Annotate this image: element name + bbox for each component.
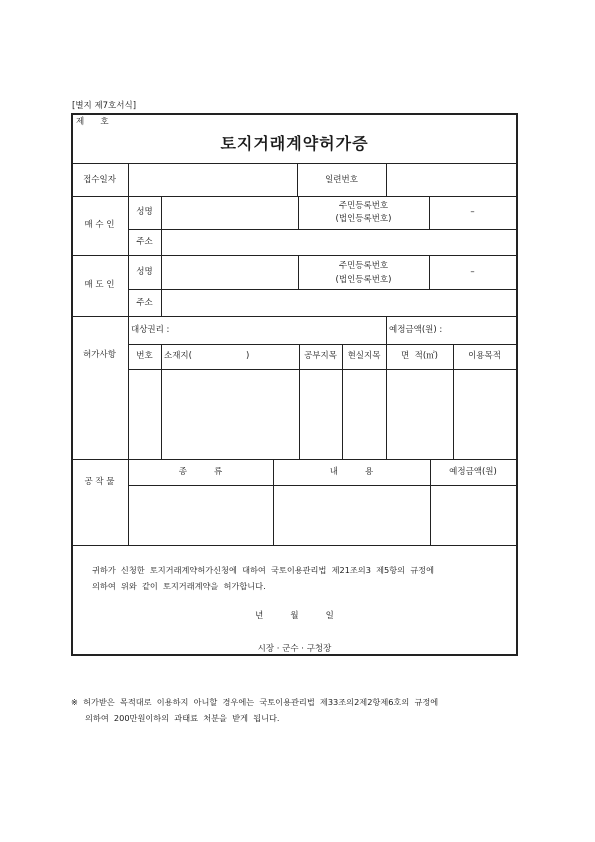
buyer-section-label: 매 수 인 [84,220,115,230]
rule-buyer-bottom [71,255,518,256]
permit-col-area: 면 적(㎡) [401,351,438,361]
frame-top [71,113,518,115]
rule-structures-header-bottom [128,485,518,486]
structures-col-type: 종 류 [178,467,223,477]
footnote-line-1: ※ 허가받은 목적대로 이용하지 아니할 경우에는 국토이용관리법 제33조의2제2항제6호의 규정에 [71,697,439,707]
seller-name-label: 성명 [136,267,153,277]
vrule-receipt-1 [128,163,129,196]
vrule-buyer-label [161,196,162,255]
rule-buyer-mid [128,229,518,230]
statement-date: 년 월 일 [255,611,334,621]
footnote-line-2: 의하여 200만원이하의 과태료 처분을 받게 됩니다. [85,713,280,723]
document-number-label: 제 호 [76,117,109,127]
vrule-permit-col1 [161,344,162,459]
frame-left [71,113,73,656]
buyer-id-label-line2: (법인등록번호) [335,214,392,224]
rule-receipt-bottom [71,196,518,197]
buyer-name-label: 성명 [136,207,153,217]
seller-id-label-line1: 주민등록번호 [338,261,389,271]
seller-address-label: 주소 [136,298,153,308]
receipt-date-label: 접수일자 [83,175,116,185]
statement-line-1: 귀하가 신청한 토지거래계약허가신청에 대하여 국토이용관리법 제21조의3 제5항의 규정에 [92,565,435,575]
statement-signer: 시장 · 군수 · 구청장 [257,644,332,654]
permit-col-purpose: 이용목적 [468,351,501,361]
frame-right [516,113,518,656]
rule-permit-header-top [128,344,518,345]
structures-section-label: 공 작 물 [84,477,115,487]
permit-section-label: 허가사항 [83,350,116,360]
planned-amount-label: 예정금액(원) : [389,325,443,335]
seller-id-value: – [470,267,475,277]
rule-seller-mid [128,289,518,290]
permit-col-number: 번호 [136,351,153,361]
structures-col-amount: 예정금액(원) [449,467,497,477]
rule-seller-bottom [71,316,518,317]
seller-section-label: 매 도 인 [84,280,115,290]
vrule-seller-label [161,255,162,316]
structures-col-content: 내 용 [329,467,374,477]
rule-title-bottom [71,163,518,164]
form-label: [별지 제7호서식] [72,101,137,111]
permit-col-official-category: 공부지목 [304,351,337,361]
rule-structures-bottom [71,545,518,546]
rule-permit-header-bottom [128,369,518,370]
vrule-permit-amount [386,316,387,344]
buyer-id-label-line1: 주민등록번호 [338,201,389,211]
vrule-receipt-3 [386,163,387,196]
statement-line-2: 의하여 위와 같이 토지거래계약을 허가합니다. [92,581,266,591]
serial-number-label: 일련번호 [325,175,358,185]
page-title: 토지거래계약허가증 [220,134,369,153]
permit-col-actual-category: 현실지목 [347,351,381,361]
vrule-permit-section [128,316,129,459]
buyer-address-label: 주소 [136,237,153,247]
buyer-id-value: – [470,207,475,217]
seller-id-label-line2: (법인등록번호) [335,275,392,285]
target-rights-label: 대상권리 : [131,325,170,335]
permit-col-location: 소재지( ) [164,351,250,361]
rule-permit-bottom [71,459,518,460]
